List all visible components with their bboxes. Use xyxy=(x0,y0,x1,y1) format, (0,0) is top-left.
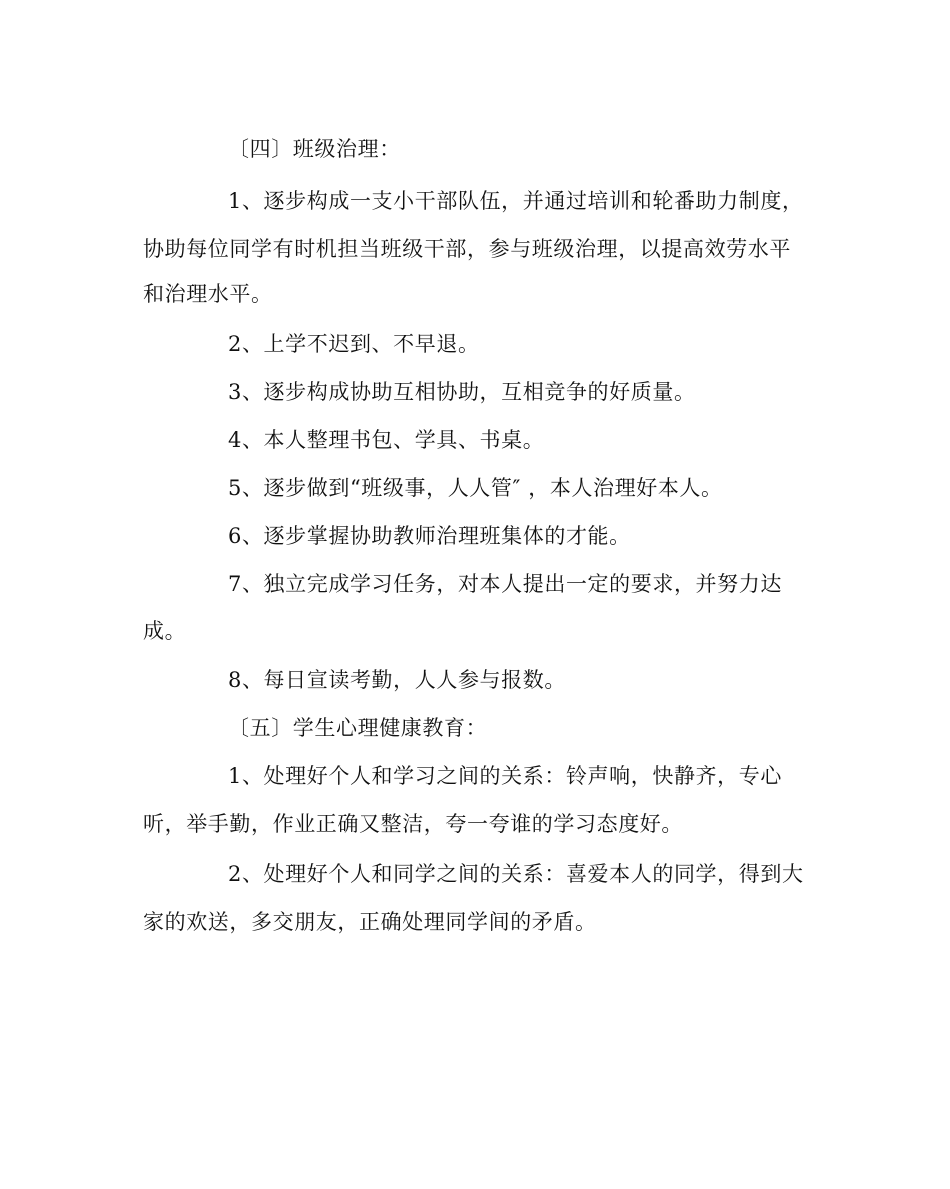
paragraph-first-line: 3、逐步构成协助互相协助，互相竞争的好质量。 xyxy=(228,380,696,404)
paragraph-line: 听，举手勤，作业正确又整洁，夸一夸谁的学习态度好。 xyxy=(143,812,683,836)
paragraph-line: 成。 xyxy=(143,619,187,643)
paragraph-first-line: 8、每日宣读考勤，人人参与报数。 xyxy=(228,668,566,692)
paragraph-first-line: 2、处理好个人和同学之间的关系：喜爱本人的同学，得到大 xyxy=(228,862,804,886)
paragraph-first-line: 〔五〕学生心理健康教育： xyxy=(228,716,488,740)
paragraph-first-line: 1、处理好个人和学习之间的关系：铃声响，快静齐，专心 xyxy=(228,764,782,788)
paragraph-first-line: 4、本人整理书包、学具、书桌。 xyxy=(228,428,545,452)
paragraph-first-line: 7、独立完成学习任务，对本人提出一定的要求，并努力达 xyxy=(228,572,782,596)
paragraph-first-line: 6、逐步掌握协助教师治理班集体的才能。 xyxy=(228,524,631,548)
paragraph-first-line: 1、逐步构成一支小干部队伍，并通过培训和轮番助力制度， xyxy=(228,189,804,213)
paragraph-line: 家的欢送，多交朋友，正确处理同学间的矛盾。 xyxy=(143,910,597,934)
paragraph-line: 协助每位同学有时机担当班级干部，参与班级治理，以提高效劳水平 xyxy=(143,237,791,261)
paragraph-first-line: 2、上学不迟到、不早退。 xyxy=(228,332,480,356)
paragraph-first-line: 〔四〕班级治理： xyxy=(228,137,401,161)
paragraph-line: 和治理水平。 xyxy=(143,282,273,306)
paragraph-first-line: 5、逐步做到“班级事，人人管″ ，本人治理好本人。 xyxy=(228,476,723,500)
